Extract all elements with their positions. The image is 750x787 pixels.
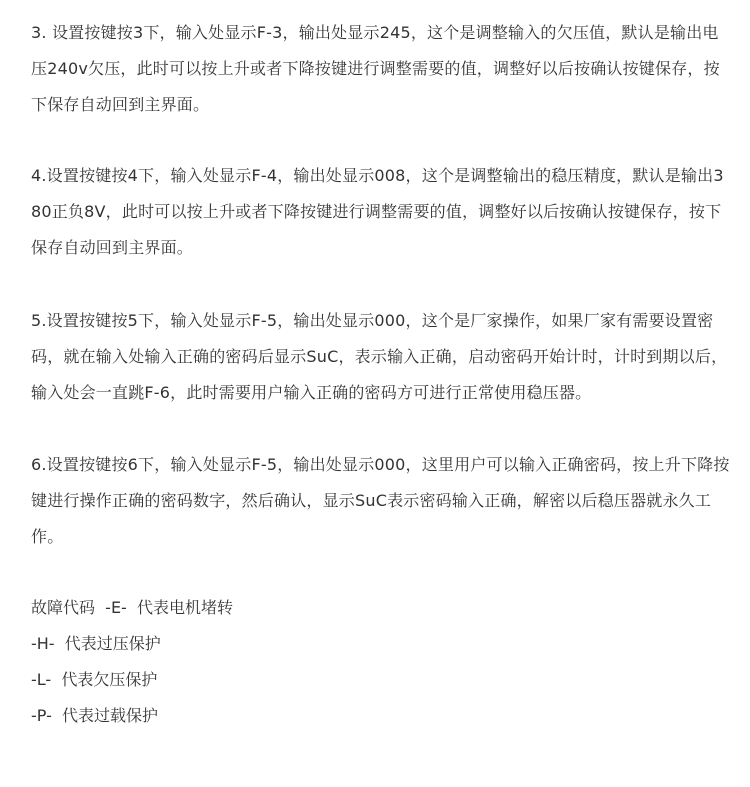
fault-code-list: [31, 590, 731, 734]
paragraph-setting-4: 4.设置按键按4下，输入处显示F-4，输出处显示008，这个是调整输出的稳压精度，默认是输出380正负8V，此时可以按上升或者下降按键进行调整需要的值，调整好以后按确认按键保存，按下保存自动回到主界面。: [31, 166, 724, 257]
fault-code-h: -H- 代表过压保护: [31, 634, 161, 653]
paragraph-setting-6: 6.设置按键按6下，输入处显示F-5，输出处显示000，这里用户可以输入正确密码，按上升下降按键进行操作正确的密码数字，然后确认，显示SuC表示密码输入正确，解密以后稳压器就永久工作。: [31, 455, 730, 546]
paragraph-setting-5: 5.设置按键按5下，输入处显示F-5，输出处显示000，这个是厂家操作，如果厂家有需要设置密码，就在输入处输入正确的密码后显示SuC，表示输入正确，启动密码开始计时，计时到期以后，输入处会一直跳F-6，此时需要用户输入正确的密码方可进行正常使用稳压器。: [31, 311, 728, 402]
fault-code-e: 故障代码 -E- 代表电机堵转: [31, 598, 234, 617]
fault-code-p: -P- 代表过载保护: [31, 706, 159, 725]
paragraph-setting-3: 3. 设置按键按3下，输入处显示F-3，输出处显示245，这个是调整输入的欠压值，默认是输出电压240v欠压，此时可以按上升或者下降按键进行调整需要的值，调整好以后按确认按键保存，按下保存自动回到主界面。: [31, 23, 720, 114]
fault-code-l: -L- 代表欠压保护: [31, 670, 158, 689]
